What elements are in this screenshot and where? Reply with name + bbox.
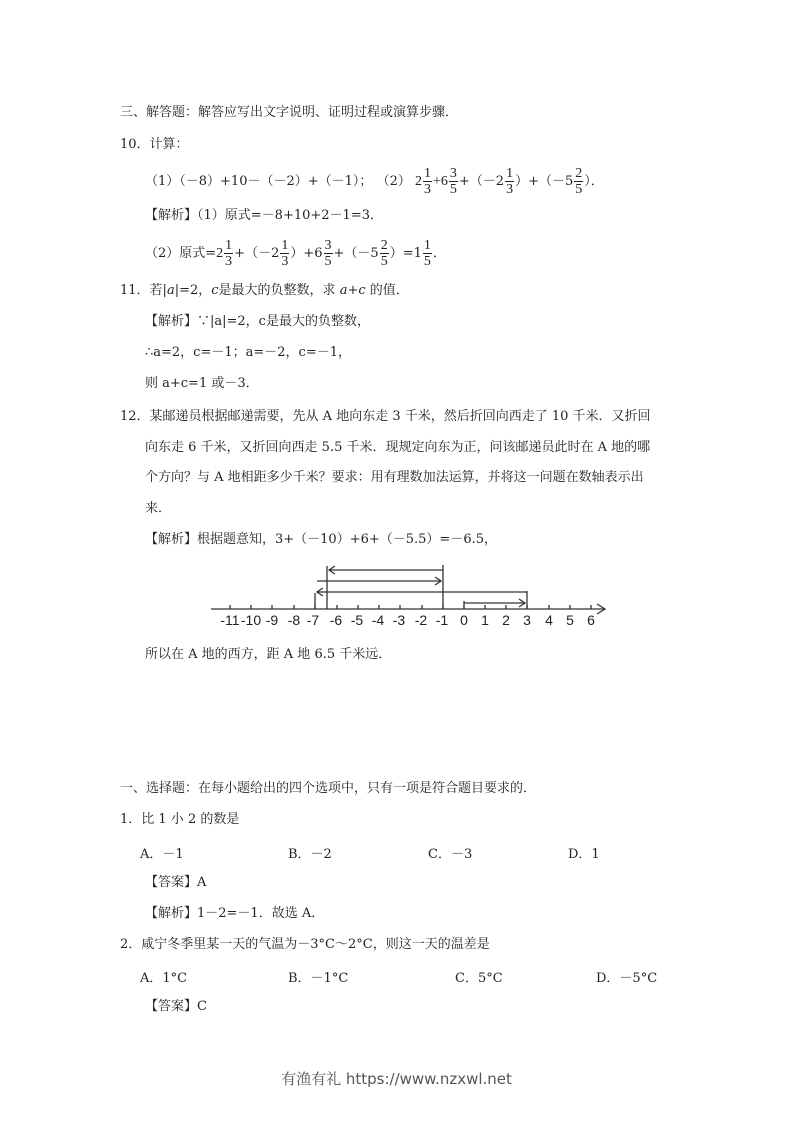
denominator: 5 [575, 182, 583, 197]
footer-watermark: 有渔有礼 https://www.nzxwl.net [281, 1070, 512, 1088]
svg-text:3: 3 [523, 612, 531, 628]
q12-text-line-1: 12．某邮递员根据邮递需要，先从 A 地向东走 3 千米，然后折回向西走了 10 千米．又折回 [120, 409, 651, 424]
var-c: c [211, 283, 219, 298]
q10-problem-line [145, 166, 604, 196]
q1-answer: 【答案】A [145, 875, 207, 890]
solution-text: （1）原式=－8+10+2－1=3． [197, 208, 383, 223]
number-line-diagram [205, 558, 615, 630]
q1-option-d: D．1 [568, 847, 600, 862]
denominator: 5 [449, 182, 457, 197]
svg-text:-5: -5 [350, 612, 364, 628]
text: |=2， [174, 283, 212, 298]
svg-text:1: 1 [481, 612, 489, 628]
term: +（－5 [333, 246, 379, 261]
q12-conclusion: 所以在 A 地的西方，距 A 地 6.5 千米远． [145, 647, 392, 662]
fraction [449, 166, 458, 197]
denominator: 5 [423, 254, 431, 269]
text: 11．若| [120, 283, 167, 298]
text: 是最大的负整数，求 [218, 283, 336, 298]
svg-text:-8: -8 [287, 612, 301, 628]
term: ）+6 [290, 246, 323, 261]
q11-solution-line-2: ∴a=2，c=－1；a=－2，c=－1， [145, 345, 351, 360]
numerator: 2 [575, 166, 583, 181]
fraction [280, 238, 289, 269]
tick-labels [220, 612, 595, 628]
move-arrow-east-3 [464, 599, 525, 607]
term: +6 [432, 174, 448, 189]
svg-text:6: 6 [587, 612, 595, 628]
q1-solution: 【解析】1－2=－1．故选 A． [145, 906, 325, 921]
denominator: 5 [324, 254, 332, 269]
svg-text:2: 2 [502, 612, 510, 628]
q2-option-a: A．1°C [140, 971, 188, 986]
fraction [423, 238, 432, 269]
q2-title: 2．咸宁冬季里某一天的气温为－3°C～2°C，则这一天的温差是 [120, 937, 490, 952]
whole: 2 [216, 246, 224, 261]
section-heading-choice: 一、选择题：在每小题给出的四个选项中，只有一项是符合题目要求的． [120, 781, 537, 796]
fraction [380, 238, 389, 269]
svg-text:-2: -2 [414, 612, 428, 628]
svg-text:-3: -3 [392, 612, 406, 628]
svg-text:-9: -9 [265, 612, 279, 628]
q2-answer: 【答案】C [145, 999, 207, 1014]
q12-solution: 【解析】根据题意知，3+（－10）+6+（－5.5）=－6.5， [145, 532, 498, 547]
svg-text:4: 4 [545, 612, 553, 628]
q1-option-c: C．－3 [428, 847, 473, 862]
denominator: 5 [380, 254, 388, 269]
svg-text:-1: -1 [435, 612, 449, 628]
q12-text-line-2: 向东走 6 千米，又折回向西走 5.5 千米．现规定向东为正，问该邮递员此时在 A 地的哪 [145, 440, 651, 455]
expr: a+c [339, 283, 366, 298]
solution-label: 【解析】 [145, 208, 198, 223]
fraction [224, 238, 233, 269]
denominator: 3 [225, 254, 233, 269]
q12-text-line-3: 个方向？与 A 地相距多少千米？要求：用有理数加法运算，并将这一问题在数轴表示出 [145, 470, 644, 485]
q2-option-b: B．－1°C [288, 971, 349, 986]
q2-option-d: D．－5°C [596, 971, 658, 986]
svg-text:-10: -10 [240, 612, 262, 628]
term: ． [432, 246, 446, 261]
move-arrow-west-5.5 [329, 566, 443, 574]
denominator: 3 [506, 182, 514, 197]
svg-text:0: 0 [460, 612, 468, 628]
numerator: 1 [281, 238, 289, 253]
move-arrow-west-10 [317, 588, 527, 596]
q1-option-b: B．－2 [288, 847, 332, 862]
solution-label: （2）原式= [145, 246, 217, 261]
q10-part1: （1）（－8）+10－（－2）+（－1）； [145, 174, 373, 189]
term: ）+（－5 [515, 174, 574, 189]
q10-title: 10．计算： [120, 137, 189, 152]
var-a: a [166, 283, 175, 298]
fraction [505, 166, 514, 197]
whole: 2 [414, 174, 422, 189]
svg-text:-7: -7 [306, 612, 320, 628]
svg-text:5: 5 [566, 612, 574, 628]
section-heading-answer: 三、解答题：解答应写出文字说明、证明过程或演算步骤． [120, 105, 459, 120]
svg-text:-11: -11 [220, 612, 240, 628]
numerator: 2 [380, 238, 388, 253]
q10-part2-label: （2） [376, 174, 411, 189]
q1-option-a: A．－1 [140, 847, 184, 862]
fraction [574, 166, 583, 197]
q10-solution-1 [145, 207, 383, 225]
q11-solution-line-1: 【解析】∵|a|=2，c是最大的负整数， [145, 314, 370, 329]
denominator: 3 [281, 254, 289, 269]
numerator: 1 [506, 166, 514, 181]
numerator: 3 [324, 238, 332, 253]
term: ）． [584, 174, 604, 189]
text: 的值． [369, 283, 409, 298]
q2-option-c: C．5°C [455, 971, 503, 986]
q11-title [120, 282, 409, 300]
numerator: 1 [225, 238, 233, 253]
fraction [423, 166, 432, 197]
numerator: 1 [423, 238, 431, 253]
q10-solution-2 [145, 238, 446, 270]
q11-solution-line-3: 则 a+c=1 或－3． [145, 376, 259, 391]
q1-title: 1．比 1 小 2 的数是 [120, 812, 240, 827]
numerator: 1 [423, 166, 431, 181]
denominator: 3 [423, 182, 431, 197]
svg-text:-6: -6 [329, 612, 343, 628]
numerator: 3 [449, 166, 457, 181]
svg-text:-4: -4 [371, 612, 385, 628]
fraction [324, 238, 333, 269]
move-arrow-east-6 [317, 577, 441, 585]
term: ）=1 [389, 246, 422, 261]
term: +（－2 [234, 246, 280, 261]
q12-text-line-4: 来． [145, 501, 172, 516]
term: +（－2 [458, 174, 505, 189]
